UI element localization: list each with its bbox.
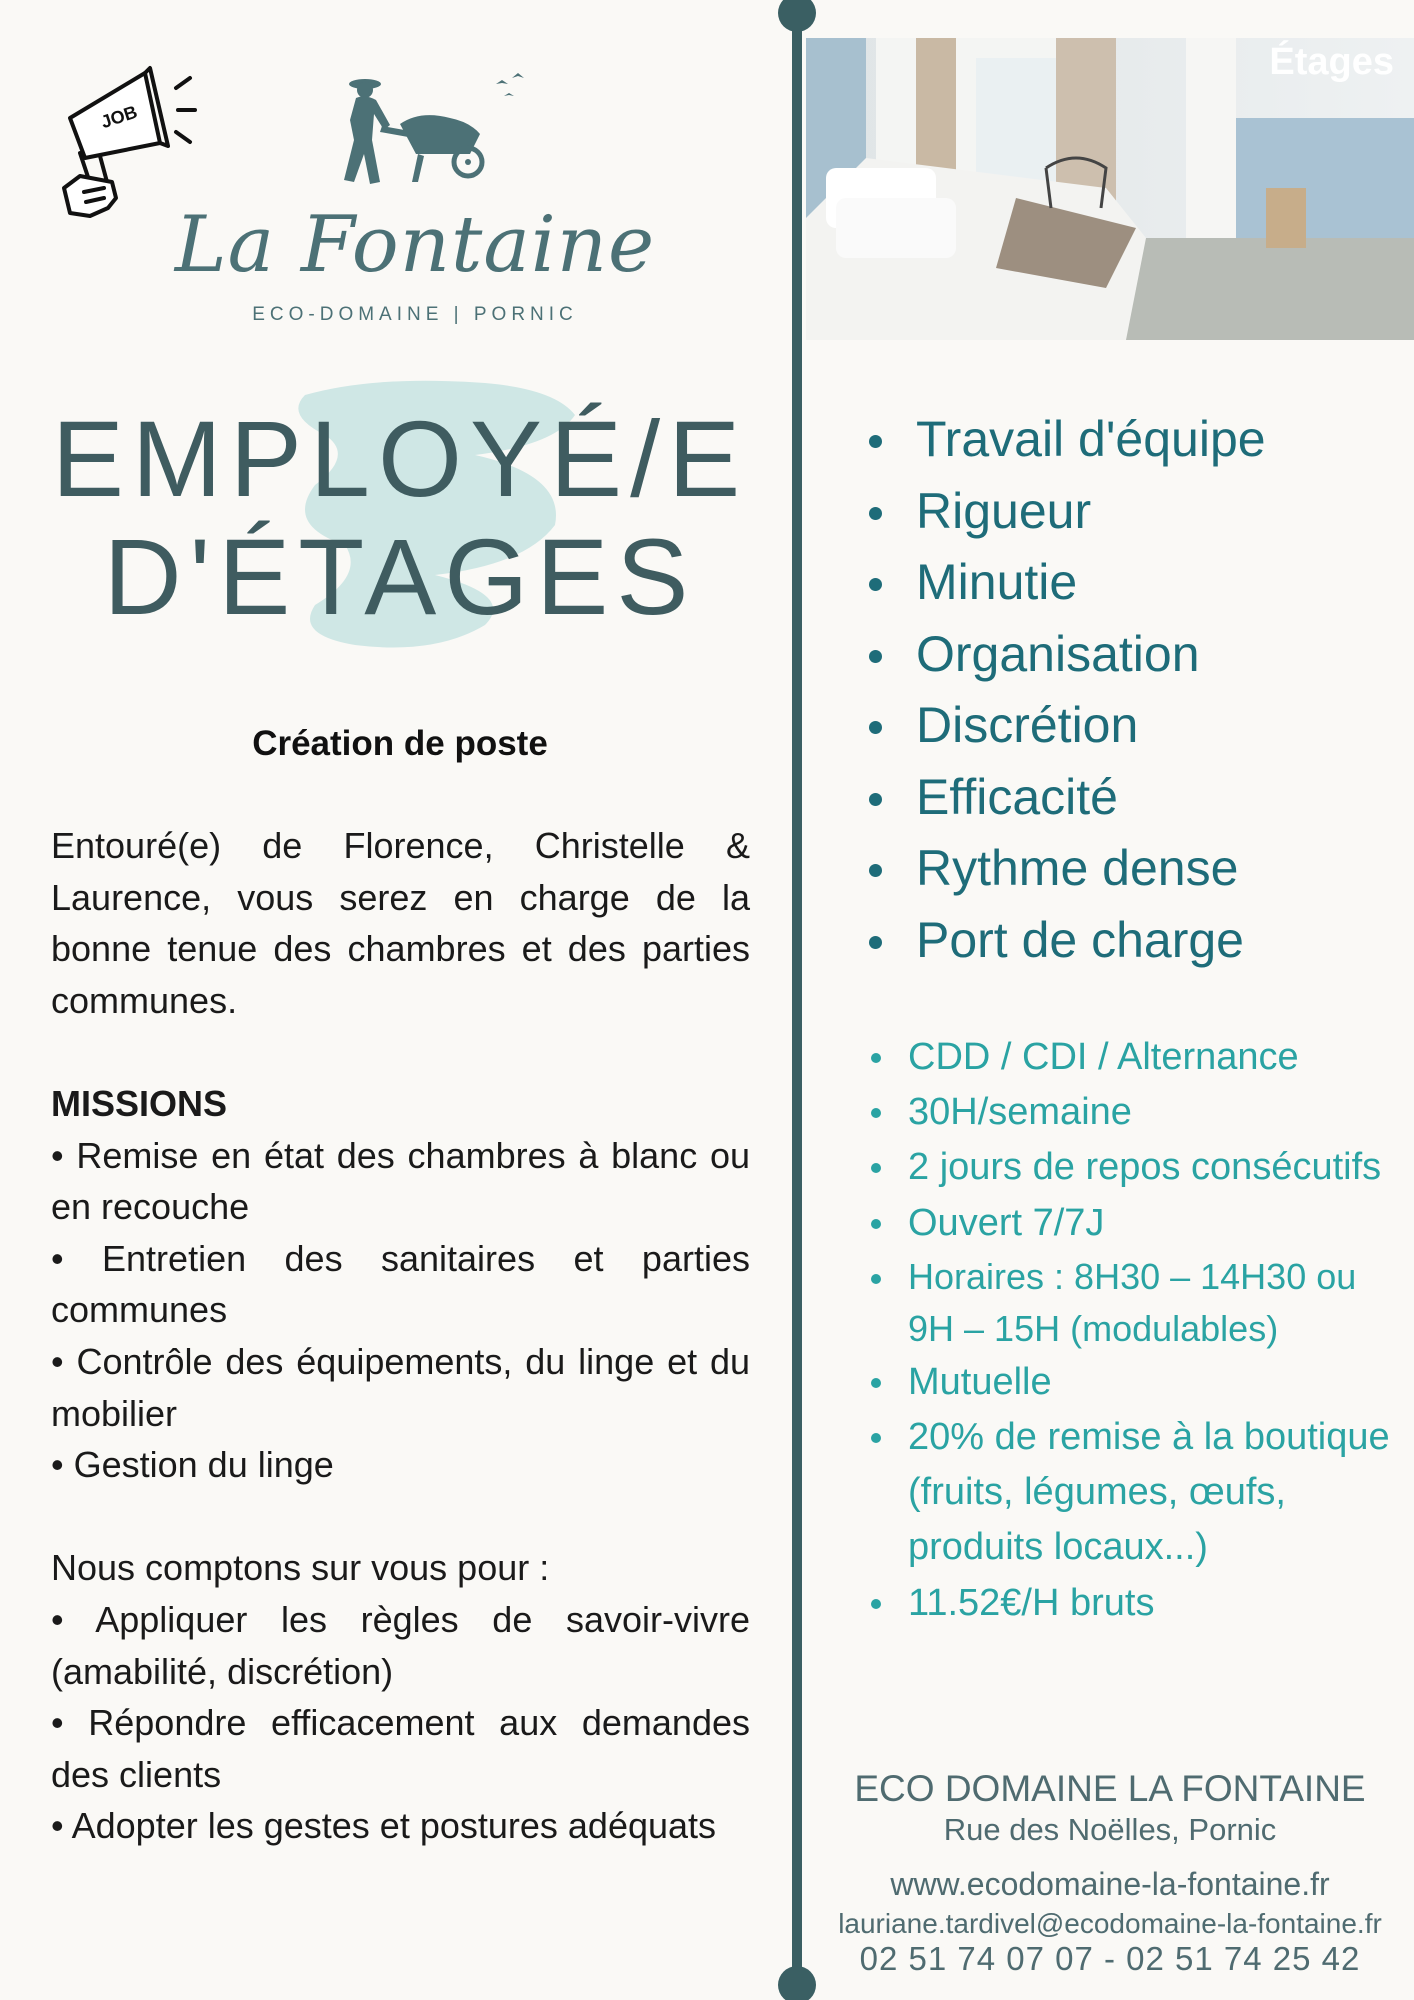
conditions-list — [862, 1030, 1402, 1631]
job-description — [51, 820, 750, 1852]
intro-text: Entouré(e) de Florence, Christelle & Laurence, vous serez en charge de la bonne tenue des chambres et des parties communes. — [51, 825, 750, 1021]
expectations-heading: Nous comptons sur vous pour : — [51, 1547, 550, 1589]
position-subtitle: Création de poste — [252, 724, 548, 763]
expectation-item: • Répondre efficacement aux demandes des clients — [51, 1702, 750, 1795]
contact-email-link[interactable]: lauriane.tardivel@ecodomaine-la-fontaine.fr — [838, 1908, 1382, 1939]
contact-company-name: ECO DOMAINE LA FONTAINE — [854, 1768, 1366, 1809]
vertical-divider — [792, 14, 802, 1986]
quality-item: Travail d'équipe — [862, 404, 1402, 476]
condition-item: 30H/semaine — [862, 1085, 1402, 1140]
quality-item: Efficacité — [862, 762, 1402, 834]
missions-heading: MISSIONS — [51, 1082, 228, 1124]
quality-item: Rythme dense — [862, 833, 1402, 905]
quality-item: Rigueur — [862, 476, 1402, 548]
condition-item: 20% de remise à la boutique (fruits, légumes, œufs, produits locaux...) — [862, 1410, 1402, 1576]
job-badge-text: JOB — [98, 101, 140, 133]
quality-item: Port de charge — [862, 905, 1402, 977]
quality-item: Organisation — [862, 619, 1402, 691]
job-title-line1: EMPLOYÉ/E — [51, 398, 749, 519]
mission-item: • Contrôle des équipements, du linge et du mobilier — [51, 1340, 750, 1434]
qualities-list — [862, 404, 1402, 976]
condition-item: Mutuelle — [862, 1355, 1402, 1410]
condition-item: Ouvert 7/7J — [862, 1196, 1402, 1251]
mission-item: • Entretien des sanitaires et parties communes — [51, 1237, 750, 1331]
hotel-room-photo — [806, 38, 1414, 340]
expectation-item: • Appliquer les règles de savoir-vivre (amabilité, discrétion) — [51, 1598, 750, 1692]
bedroom-image — [806, 38, 1414, 340]
gardener-wheelbarrow-logo-icon — [320, 70, 540, 190]
quality-item: Minutie — [862, 547, 1402, 619]
condition-item: CDD / CDI / Alternance — [862, 1030, 1402, 1085]
job-title — [30, 400, 770, 636]
contact-website-link[interactable]: www.ecodomaine-la-fontaine.fr — [890, 1866, 1330, 1902]
job-title-line2: D'ÉTAGES — [103, 516, 697, 637]
condition-item: 2 jours de repos consécutifs — [862, 1140, 1402, 1195]
mission-item: • Remise en état des chambres à blanc ou en recouche — [51, 1134, 750, 1228]
condition-item: Horaires : 8H30 – 14H30 ou 9H – 15H (modulables) — [862, 1251, 1402, 1355]
contact-phone-numbers: 02 51 74 07 07 - 02 51 74 25 42 — [859, 1940, 1361, 1977]
brand-name: La Fontaine — [174, 200, 656, 290]
divider-top-dot — [778, 0, 816, 32]
quality-item: Discrétion — [862, 690, 1402, 762]
brand-subtitle: ECO-DOMAINE | PORNIC — [252, 304, 578, 325]
photo-label: Étages — [1269, 41, 1394, 83]
expectation-item: • Adopter les gestes et postures adéquats — [51, 1805, 717, 1847]
mission-item: • Gestion du linge — [51, 1444, 334, 1486]
contact-address: Rue des Noëlles, Pornic — [943, 1812, 1277, 1847]
condition-item: 11.52€/H bruts — [862, 1576, 1402, 1631]
